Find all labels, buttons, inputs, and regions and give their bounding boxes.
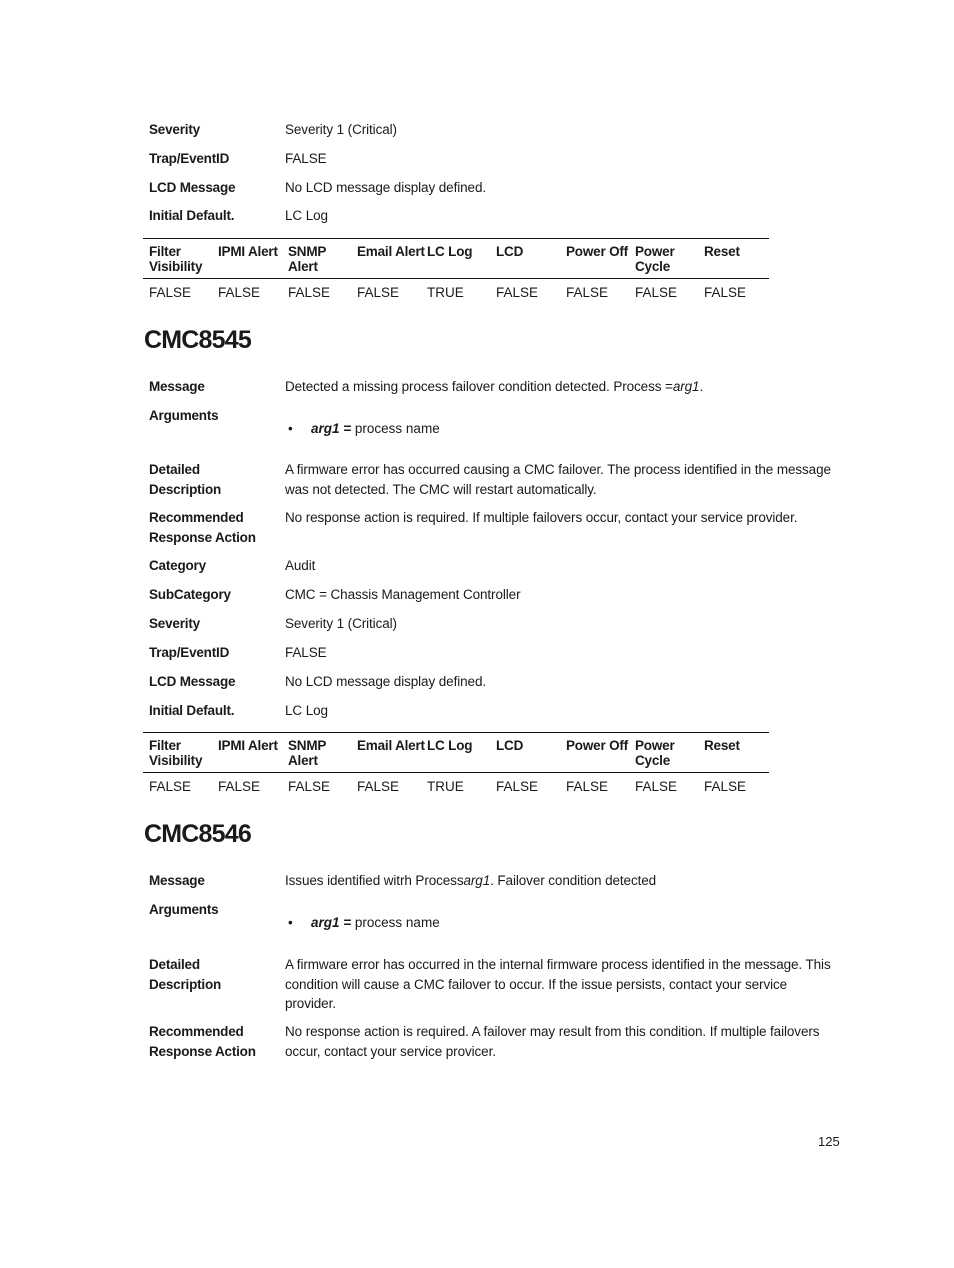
property-label: Severity bbox=[149, 122, 200, 137]
property-value: Severity 1 (Critical) bbox=[285, 616, 397, 631]
table-cell: FALSE bbox=[635, 285, 678, 300]
property-value: No response action is required. If multiple failovers occur, contact your service provider. bbox=[285, 510, 798, 525]
property-label: Category bbox=[149, 558, 206, 573]
property-label: Initial Default. bbox=[149, 208, 235, 223]
page-number: 125 bbox=[818, 1134, 840, 1149]
table-cell: FALSE bbox=[635, 779, 678, 794]
table-header-cell: LCD bbox=[496, 738, 524, 753]
message-text-end: . Failover condition detected bbox=[490, 873, 657, 888]
message-arg: arg1 bbox=[463, 873, 491, 888]
message-value bbox=[285, 871, 833, 891]
table-header-cell: IPMI Alert bbox=[218, 738, 278, 753]
property-label bbox=[149, 1022, 279, 1061]
table-cell: FALSE bbox=[357, 285, 400, 300]
table-cell: FALSE bbox=[496, 285, 539, 300]
table-top-rule bbox=[143, 732, 769, 733]
table-header-cell: SNMP Alert bbox=[288, 244, 326, 274]
table-header-cell: LC Log bbox=[427, 244, 473, 259]
property-value: No LCD message display defined. bbox=[285, 674, 487, 689]
message-arg: arg1 bbox=[672, 379, 700, 394]
argument-desc: process name bbox=[351, 915, 440, 930]
table-header-rule bbox=[143, 278, 769, 279]
property-label bbox=[149, 508, 279, 547]
message-text: Detected a missing process failover condition detected. Process = bbox=[285, 379, 673, 394]
property-value: No response action is required. A failover may result from this condition. If multiple failovers occur, contact your service provicer. bbox=[285, 1024, 820, 1059]
label-line: Description bbox=[149, 976, 222, 992]
property-label: Initial Default. bbox=[149, 703, 235, 718]
table-cell: FALSE bbox=[496, 779, 539, 794]
property-label: Trap/EventID bbox=[149, 645, 230, 660]
label-line: Detailed bbox=[149, 957, 200, 972]
table-cell: FALSE bbox=[704, 779, 747, 794]
bullet-icon: • bbox=[288, 421, 293, 436]
label-line: Detailed bbox=[149, 462, 200, 477]
table-header-cell: Email Alert bbox=[357, 738, 425, 753]
property-label: LCD Message bbox=[149, 180, 236, 195]
label-line: Response Action bbox=[149, 1043, 256, 1059]
message-text-end: . bbox=[699, 379, 704, 394]
table-cell: FALSE bbox=[357, 779, 400, 794]
property-label: Severity bbox=[149, 616, 200, 631]
argument-list-item bbox=[288, 419, 440, 438]
property-value: LC Log bbox=[285, 703, 328, 718]
property-value: Audit bbox=[285, 558, 316, 573]
table-header-cell: LCD bbox=[496, 244, 524, 259]
label-line: Recommended bbox=[149, 510, 244, 525]
property-value: LC Log bbox=[285, 208, 328, 223]
property-value: Severity 1 (Critical) bbox=[285, 122, 397, 137]
property-label: Trap/EventID bbox=[149, 151, 230, 166]
table-header-rule bbox=[143, 772, 769, 773]
property-label bbox=[149, 955, 279, 994]
argument-desc: process name bbox=[351, 421, 440, 436]
message-text: Issues identified witrh Process bbox=[285, 873, 464, 888]
table-header-cell: Power Cycle bbox=[635, 738, 675, 768]
argument-name: arg1 = bbox=[311, 421, 352, 436]
property-label: Message bbox=[149, 379, 205, 394]
property-label: Arguments bbox=[149, 902, 219, 917]
property-label: LCD Message bbox=[149, 674, 236, 689]
section-title-cmc8545: CMC8545 bbox=[144, 326, 251, 354]
table-header-cell: SNMP Alert bbox=[288, 738, 326, 768]
message-value bbox=[285, 377, 833, 397]
table-cell: TRUE bbox=[427, 285, 464, 300]
bullet-icon: • bbox=[288, 915, 293, 930]
table-header-cell: Power Cycle bbox=[635, 244, 675, 274]
table-header-cell: Reset bbox=[704, 738, 740, 753]
label-line: Response Action bbox=[149, 529, 256, 545]
property-value: CMC = Chassis Management Controller bbox=[285, 587, 521, 602]
table-header-cell: Filter Visibility bbox=[149, 244, 203, 274]
table-cell: FALSE bbox=[149, 285, 192, 300]
table-cell: TRUE bbox=[427, 779, 464, 794]
table-cell: FALSE bbox=[288, 285, 331, 300]
table-cell: FALSE bbox=[149, 779, 192, 794]
table-cell: FALSE bbox=[566, 285, 609, 300]
table-top-rule bbox=[143, 238, 769, 239]
table-header-cell: LC Log bbox=[427, 738, 473, 753]
table-cell: FALSE bbox=[218, 285, 261, 300]
property-value: A firmware error has occurred in the internal firmware process identified in the message. This condition will cause a CMC failover to occur. If the issue persists, contact your service provider. bbox=[285, 957, 831, 1011]
property-label: Message bbox=[149, 873, 205, 888]
property-label: SubCategory bbox=[149, 587, 231, 602]
table-cell: FALSE bbox=[566, 779, 609, 794]
property-value: FALSE bbox=[285, 645, 327, 660]
table-header-cell: Power Off bbox=[566, 244, 628, 259]
table-header-cell: Power Off bbox=[566, 738, 628, 753]
label-line: Description bbox=[149, 481, 222, 497]
argument-name: arg1 = bbox=[311, 915, 352, 930]
table-header-cell: Filter Visibility bbox=[149, 738, 203, 768]
property-label bbox=[149, 460, 279, 499]
property-value: No LCD message display defined. bbox=[285, 180, 487, 195]
section-title-cmc8546: CMC8546 bbox=[144, 820, 251, 848]
table-header-cell: IPMI Alert bbox=[218, 244, 278, 259]
table-header-cell: Email Alert bbox=[357, 244, 425, 259]
property-label: Arguments bbox=[149, 408, 219, 423]
argument-list-item bbox=[288, 913, 440, 932]
property-value: FALSE bbox=[285, 151, 327, 166]
label-line: Recommended bbox=[149, 1024, 244, 1039]
table-cell: FALSE bbox=[704, 285, 747, 300]
table-header-cell: Reset bbox=[704, 244, 740, 259]
property-value: A firmware error has occurred causing a CMC failover. The process identified in the message was not detected. The CMC will restart automatically. bbox=[285, 462, 831, 497]
table-cell: FALSE bbox=[218, 779, 261, 794]
table-cell: FALSE bbox=[288, 779, 331, 794]
